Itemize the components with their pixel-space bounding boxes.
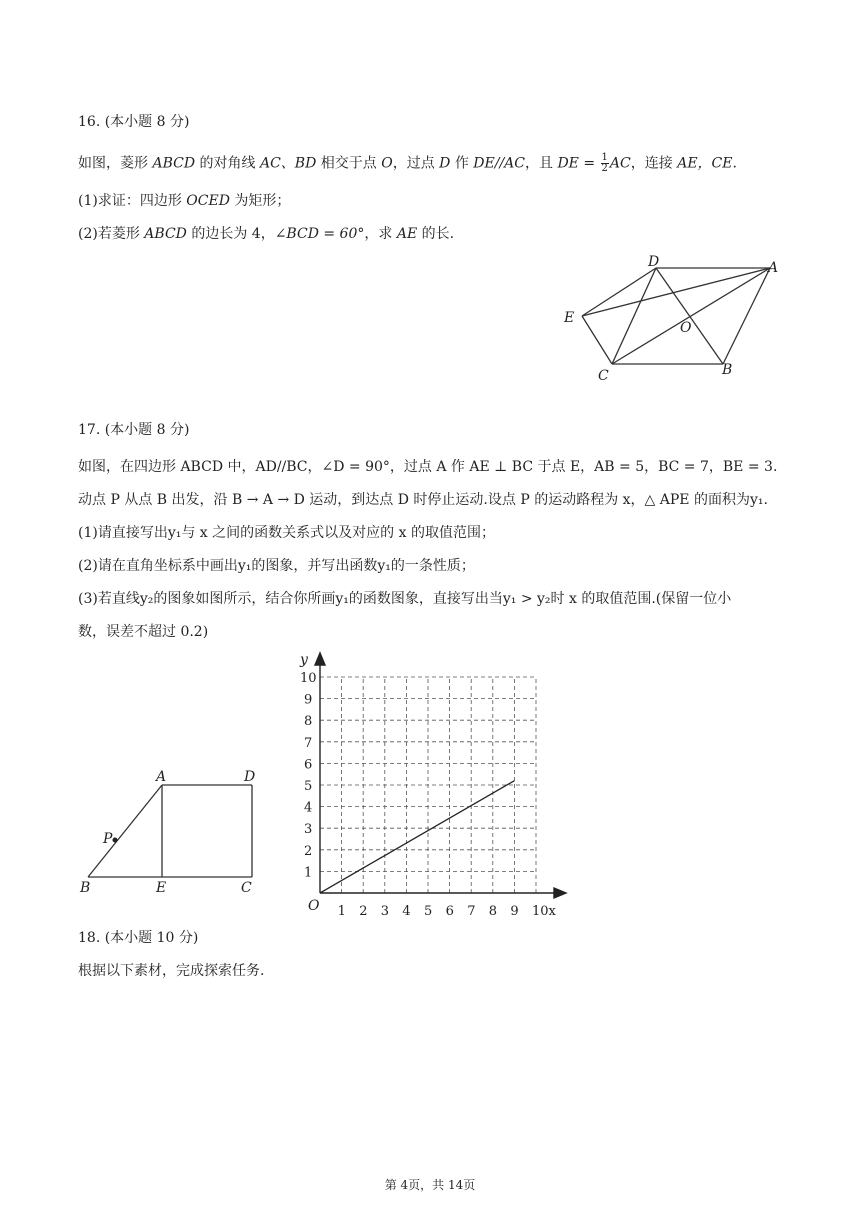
label-D: D bbox=[648, 254, 660, 270]
x-tick-label: 2 bbox=[359, 904, 368, 919]
label-C: C bbox=[598, 368, 609, 380]
x-tick-label: 8 bbox=[488, 904, 498, 919]
q17-line1: 如图，在四边形 ABCD 中，AD//BC，∠D = 90°，过点 A 作 AE ⊥ BC 于点 E，AB = 5，BC = 7，BE = 3. bbox=[78, 459, 778, 475]
label-O: O bbox=[680, 320, 692, 336]
q18-header: 18. (本小题 10 分) bbox=[78, 930, 199, 946]
x-tick-label: 10x bbox=[532, 904, 556, 919]
q18-line1: 根据以下素材，完成探索任务. bbox=[78, 963, 265, 979]
y-tick-label: 10 bbox=[300, 671, 317, 686]
x-tick-label: 4 bbox=[402, 904, 411, 919]
q16-stem: 如图，菱形 ABCD 的对角线 AC、BD 相交于点 O，过点 D 作 DE//AC，且 DE = $\frac{1}{2}$ AC，连接 AE，CE. bbox=[78, 152, 737, 174]
q16-rhombus-figure bbox=[560, 250, 790, 380]
q17-header: 17. (本小题 8 分) bbox=[78, 422, 190, 438]
y-tick-label: 7 bbox=[304, 735, 313, 751]
label-B: B bbox=[722, 362, 733, 378]
x-tick-label: 1 bbox=[337, 904, 346, 919]
x-tick-label: 6 bbox=[445, 904, 454, 919]
y-tick-label: 3 bbox=[304, 822, 313, 838]
y-tick-label: 6 bbox=[304, 757, 313, 773]
x-axis-arrow-icon bbox=[554, 888, 566, 898]
line-y2 bbox=[320, 781, 514, 893]
x-tick-label: 9 bbox=[510, 904, 519, 919]
label-A: A bbox=[156, 769, 167, 785]
q17-coordinate-grid bbox=[290, 648, 580, 923]
y-tick-label: 5 bbox=[304, 779, 313, 794]
q16-part2: (2)若菱形 ABCD 的边长为 4，∠BCD = 60°，求 AE 的长. bbox=[78, 226, 455, 242]
y-axis-arrow-icon bbox=[315, 653, 325, 665]
y-tick-label: 2 bbox=[304, 843, 313, 859]
label-A: A bbox=[768, 260, 779, 276]
fraction-one-half: $\frac{1}{2}$ bbox=[601, 152, 608, 174]
label-P: P bbox=[103, 831, 113, 847]
q17-line6: 数，误差不超过 0.2) bbox=[78, 624, 209, 640]
x-tick-label: 5 bbox=[424, 904, 433, 919]
q16-part1: (1)求证：四边形 OCED 为矩形； bbox=[78, 193, 291, 209]
y-tick-label: 8 bbox=[304, 714, 313, 730]
y-tick-label: 9 bbox=[304, 692, 313, 708]
y-tick-label: 4 bbox=[304, 800, 313, 816]
q17-line2: 动点 P 从点 B 出发，沿 B → A → D 运动，到达点 D 时停止运动.设点 P 的运动路程为 x，△ APE 的面积为y₁. bbox=[78, 492, 768, 508]
y-axis-label: y bbox=[300, 652, 308, 668]
label-E: E bbox=[564, 310, 575, 326]
page-footer: 第 4页，共 14页 bbox=[384, 1178, 476, 1192]
label-C: C bbox=[241, 880, 252, 895]
q16-header: 16. (本小题 8 分) bbox=[78, 114, 190, 130]
q17-line4: (2)请在直角坐标系中画出y₁的图象，并写出函数y₁的一条性质； bbox=[78, 558, 475, 574]
q17-quadrilateral-figure bbox=[78, 765, 268, 895]
label-E: E bbox=[156, 880, 167, 895]
q17-line5: (3)若直线y₂的图象如图所示，结合你所画y₁的函数图象，直接写出当y₁ > y₂时 x 的取值范围.(保留一位小 bbox=[78, 591, 732, 607]
point-P bbox=[113, 838, 118, 843]
x-tick-label: 3 bbox=[380, 904, 390, 919]
label-B: B bbox=[80, 880, 91, 895]
origin-label: O bbox=[308, 898, 320, 914]
label-D: D bbox=[244, 769, 256, 785]
y-tick-label: 1 bbox=[304, 865, 313, 881]
q17-line3: (1)请直接写出y₁与 x 之间的函数关系式以及对应的 x 的取值范围； bbox=[78, 525, 495, 541]
x-tick-label: 7 bbox=[467, 904, 476, 919]
